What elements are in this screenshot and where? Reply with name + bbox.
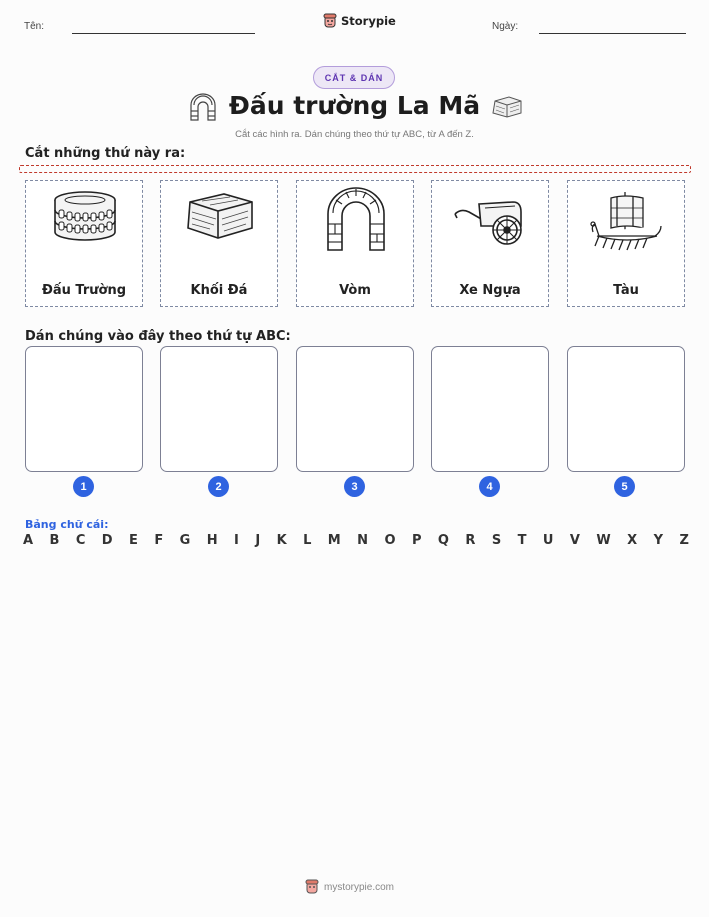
alphabet-title: Bảng chữ cái: — [25, 518, 109, 531]
alphabet-letter: D — [101, 533, 113, 548]
colosseum-icon — [45, 186, 125, 254]
cut-section-title: Cắt những thứ này ra: — [25, 146, 186, 161]
date-label: Ngày: — [492, 21, 519, 32]
arch-icon — [316, 186, 396, 254]
alphabet-letter: N — [357, 533, 369, 548]
alphabet-letter: R — [465, 533, 476, 548]
card-label: Vòm — [339, 283, 371, 298]
card-label: Xe Ngựa — [459, 283, 521, 298]
alphabet-row — [23, 533, 689, 548]
number-badge-5: 5 — [614, 476, 635, 497]
cut-line — [19, 165, 691, 173]
cut-card-stone-block[interactable] — [160, 180, 278, 307]
alphabet-letter: M — [327, 533, 341, 548]
number-badge-4: 4 — [479, 476, 500, 497]
alphabet-letter: X — [627, 533, 638, 548]
number-badge-1: 1 — [73, 476, 94, 497]
alphabet-letter: I — [234, 533, 239, 548]
number-badge-2: 2 — [208, 476, 229, 497]
alphabet-letter: Z — [679, 533, 689, 548]
cut-card-ship[interactable] — [567, 180, 685, 307]
alphabet-letter: V — [569, 533, 580, 548]
name-line[interactable] — [72, 33, 255, 34]
alphabet-letter: U — [542, 533, 554, 548]
name-label: Tên: — [24, 21, 45, 32]
alphabet-letter: B — [49, 533, 60, 548]
storypie-mascot-icon — [305, 879, 319, 895]
brand-logo — [323, 13, 396, 29]
number-badge-3: 3 — [344, 476, 365, 497]
alphabet-letter: W — [596, 533, 611, 548]
date-line[interactable] — [539, 33, 686, 34]
card-label: Đấu Trường — [41, 283, 127, 298]
alphabet-letter: A — [23, 533, 34, 548]
alphabet-letter: O — [384, 533, 396, 548]
paste-box-1[interactable] — [25, 346, 143, 472]
instructions: Cắt các hình ra. Dán chúng theo thứ tự ABC, từ A đến Z. — [235, 129, 474, 140]
page-title: Đấu trường La Mã — [228, 91, 481, 120]
alphabet-letter: G — [179, 533, 191, 548]
alphabet-letter: E — [129, 533, 138, 548]
alphabet-letter: P — [411, 533, 422, 548]
storypie-mascot-icon — [323, 13, 337, 29]
alphabet-letter: H — [206, 533, 218, 548]
footer-url[interactable]: mystorypie.com — [324, 881, 395, 893]
cut-card-chariot[interactable] — [431, 180, 549, 307]
paste-box-3[interactable] — [296, 346, 414, 472]
cut-card-colosseum[interactable] — [25, 180, 143, 307]
alphabet-letter: K — [276, 533, 287, 548]
footer — [305, 879, 394, 895]
paste-box-5[interactable] — [567, 346, 685, 472]
ship-icon — [587, 186, 667, 254]
card-label: Khối Đá — [190, 283, 248, 298]
brand-name: Storypie — [341, 14, 396, 28]
alphabet-letter: S — [491, 533, 502, 548]
paste-box-2[interactable] — [160, 346, 278, 472]
alphabet-letter: T — [517, 533, 527, 548]
activity-badge: CẮT & DÁN — [313, 66, 395, 89]
title-stone-icon — [491, 95, 523, 119]
alphabet-letter: L — [303, 533, 312, 548]
alphabet-letter: F — [154, 533, 164, 548]
paste-box-4[interactable] — [431, 346, 549, 472]
alphabet-letter: J — [255, 533, 261, 548]
alphabet-letter: Y — [653, 533, 664, 548]
alphabet-letter: C — [75, 533, 86, 548]
alphabet-letter: Q — [437, 533, 449, 548]
cut-card-arch[interactable] — [296, 180, 414, 307]
stone-block-icon — [180, 186, 260, 254]
card-label: Tàu — [613, 283, 639, 298]
paste-section-title: Dán chúng vào đây theo thứ tự ABC: — [25, 329, 291, 344]
chariot-icon — [451, 186, 531, 254]
